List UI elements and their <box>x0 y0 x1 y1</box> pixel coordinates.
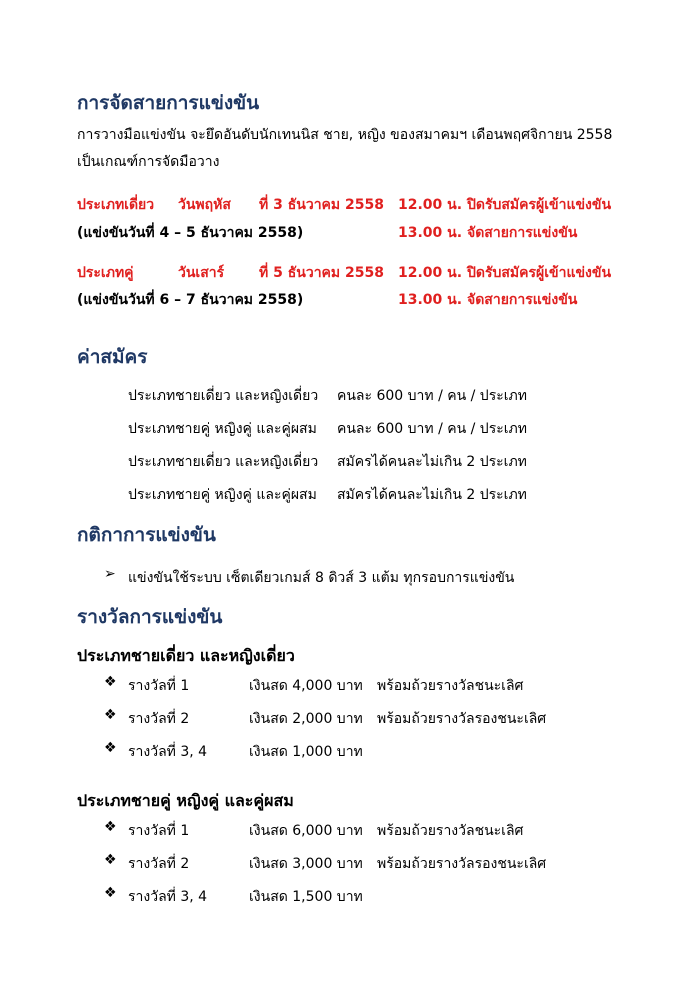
prize-group-title-singles: ประเภทชายเดี่ยว และหญิงเดี่ยว <box>77 646 295 665</box>
prize-place: รางวัลที่ 1 <box>128 678 190 694</box>
diamond-bullet-icon: ❖ <box>104 707 117 723</box>
prize-trophy: พร้อมถ้วยรางวัลชนะเลิศ <box>377 678 524 694</box>
prize-cash: เงินสด 2,000 บาท <box>249 711 363 727</box>
prizes-section-title: รางวัลการแข่งขัน <box>77 606 223 628</box>
prize-cash: เงินสด 1,500 บาท <box>249 889 363 905</box>
doubles-time2: 13.00 น. <box>398 292 463 308</box>
prize-group-title-doubles: ประเภทชายคู่ หญิงคู่ และคู่ผสม <box>77 791 294 810</box>
fee-row-category: ประเภทชายเดี่ยว และหญิงเดี่ยว <box>128 388 319 404</box>
singles-date: ที่ 3 ธันวาคม 2558 <box>259 197 384 213</box>
doubles-day: วันเสาร์ <box>178 265 225 281</box>
prize-cash: เงินสด 4,000 บาท <box>249 678 363 694</box>
diamond-bullet-icon: ❖ <box>104 674 117 690</box>
doubles-compete-dates: (แข่งขันวันที่ 6 – 7 ธันวาคม 2558) <box>77 292 304 308</box>
draw-intro-line2: เป็นเกณฑ์การจัดมือวาง <box>77 154 220 170</box>
prize-trophy: พร้อมถ้วยรางวัลรองชนะเลิศ <box>377 711 547 727</box>
diamond-bullet-icon: ❖ <box>104 819 117 835</box>
arrow-bullet-icon: ➢ <box>104 566 116 582</box>
fee-row-category: ประเภทชายเดี่ยว และหญิงเดี่ยว <box>128 454 319 470</box>
prize-cash: เงินสด 3,000 บาท <box>249 856 363 872</box>
rules-bullet-text: แข่งขันใช้ระบบ เซ็ตเดียวเกมส์ 8 ดิวส์ 3 แต้ม ทุกรอบการแข่งขัน <box>128 570 515 586</box>
singles-event1: ปิดรับสมัครผู้เข้าแข่งขัน <box>467 197 612 213</box>
diamond-bullet-icon: ❖ <box>104 852 117 868</box>
rules-section-title: กติกาการแข่งขัน <box>77 524 216 546</box>
fee-row-category: ประเภทชายคู่ หญิงคู่ และคู่ผสม <box>128 487 317 503</box>
prize-cash: เงินสด 1,000 บาท <box>249 744 363 760</box>
fee-row-detail: สมัครได้คนละไม่เกิน 2 ประเภท <box>337 454 527 470</box>
prize-place: รางวัลที่ 3, 4 <box>128 744 208 760</box>
prize-place: รางวัลที่ 1 <box>128 823 190 839</box>
doubles-event1: ปิดรับสมัครผู้เข้าแข่งขัน <box>467 265 612 281</box>
prize-place: รางวัลที่ 2 <box>128 711 190 727</box>
draw-intro-line1: การวางมือแข่งขัน จะยึดอันดับนักเทนนิส ชาย, หญิง ของสมาคมฯ เดือนพฤศจิกายน 2558 <box>77 127 613 143</box>
fee-row-detail: คนละ 600 บาท / คน / ประเภท <box>337 388 527 404</box>
singles-time2: 13.00 น. <box>398 225 463 241</box>
diamond-bullet-icon: ❖ <box>104 740 117 756</box>
doubles-event2: จัดสายการแข่งขัน <box>467 292 578 308</box>
singles-day: วันพฤหัส <box>178 197 231 213</box>
doubles-time1: 12.00 น. <box>398 265 463 281</box>
fee-row-detail: คนละ 600 บาท / คน / ประเภท <box>337 421 527 437</box>
singles-category: ประเภทเดี่ยว <box>77 197 155 213</box>
fee-row-detail: สมัครได้คนละไม่เกิน 2 ประเภท <box>337 487 527 503</box>
singles-time1: 12.00 น. <box>398 197 463 213</box>
prize-trophy: พร้อมถ้วยรางวัลรองชนะเลิศ <box>377 856 547 872</box>
diamond-bullet-icon: ❖ <box>104 885 117 901</box>
fee-row-category: ประเภทชายคู่ หญิงคู่ และคู่ผสม <box>128 421 317 437</box>
singles-compete-dates: (แข่งขันวันที่ 4 – 5 ธันวาคม 2558) <box>77 225 304 241</box>
prize-cash: เงินสด 6,000 บาท <box>249 823 363 839</box>
prize-place: รางวัลที่ 3, 4 <box>128 889 208 905</box>
prize-place: รางวัลที่ 2 <box>128 856 190 872</box>
singles-event2: จัดสายการแข่งขัน <box>467 225 578 241</box>
doubles-category: ประเภทคู่ <box>77 265 134 281</box>
doubles-date: ที่ 5 ธันวาคม 2558 <box>259 265 384 281</box>
draw-section-title: การจัดสายการแข่งขัน <box>77 92 260 114</box>
fees-section-title: ค่าสมัคร <box>77 346 148 368</box>
prize-trophy: พร้อมถ้วยรางวัลชนะเลิศ <box>377 823 524 839</box>
